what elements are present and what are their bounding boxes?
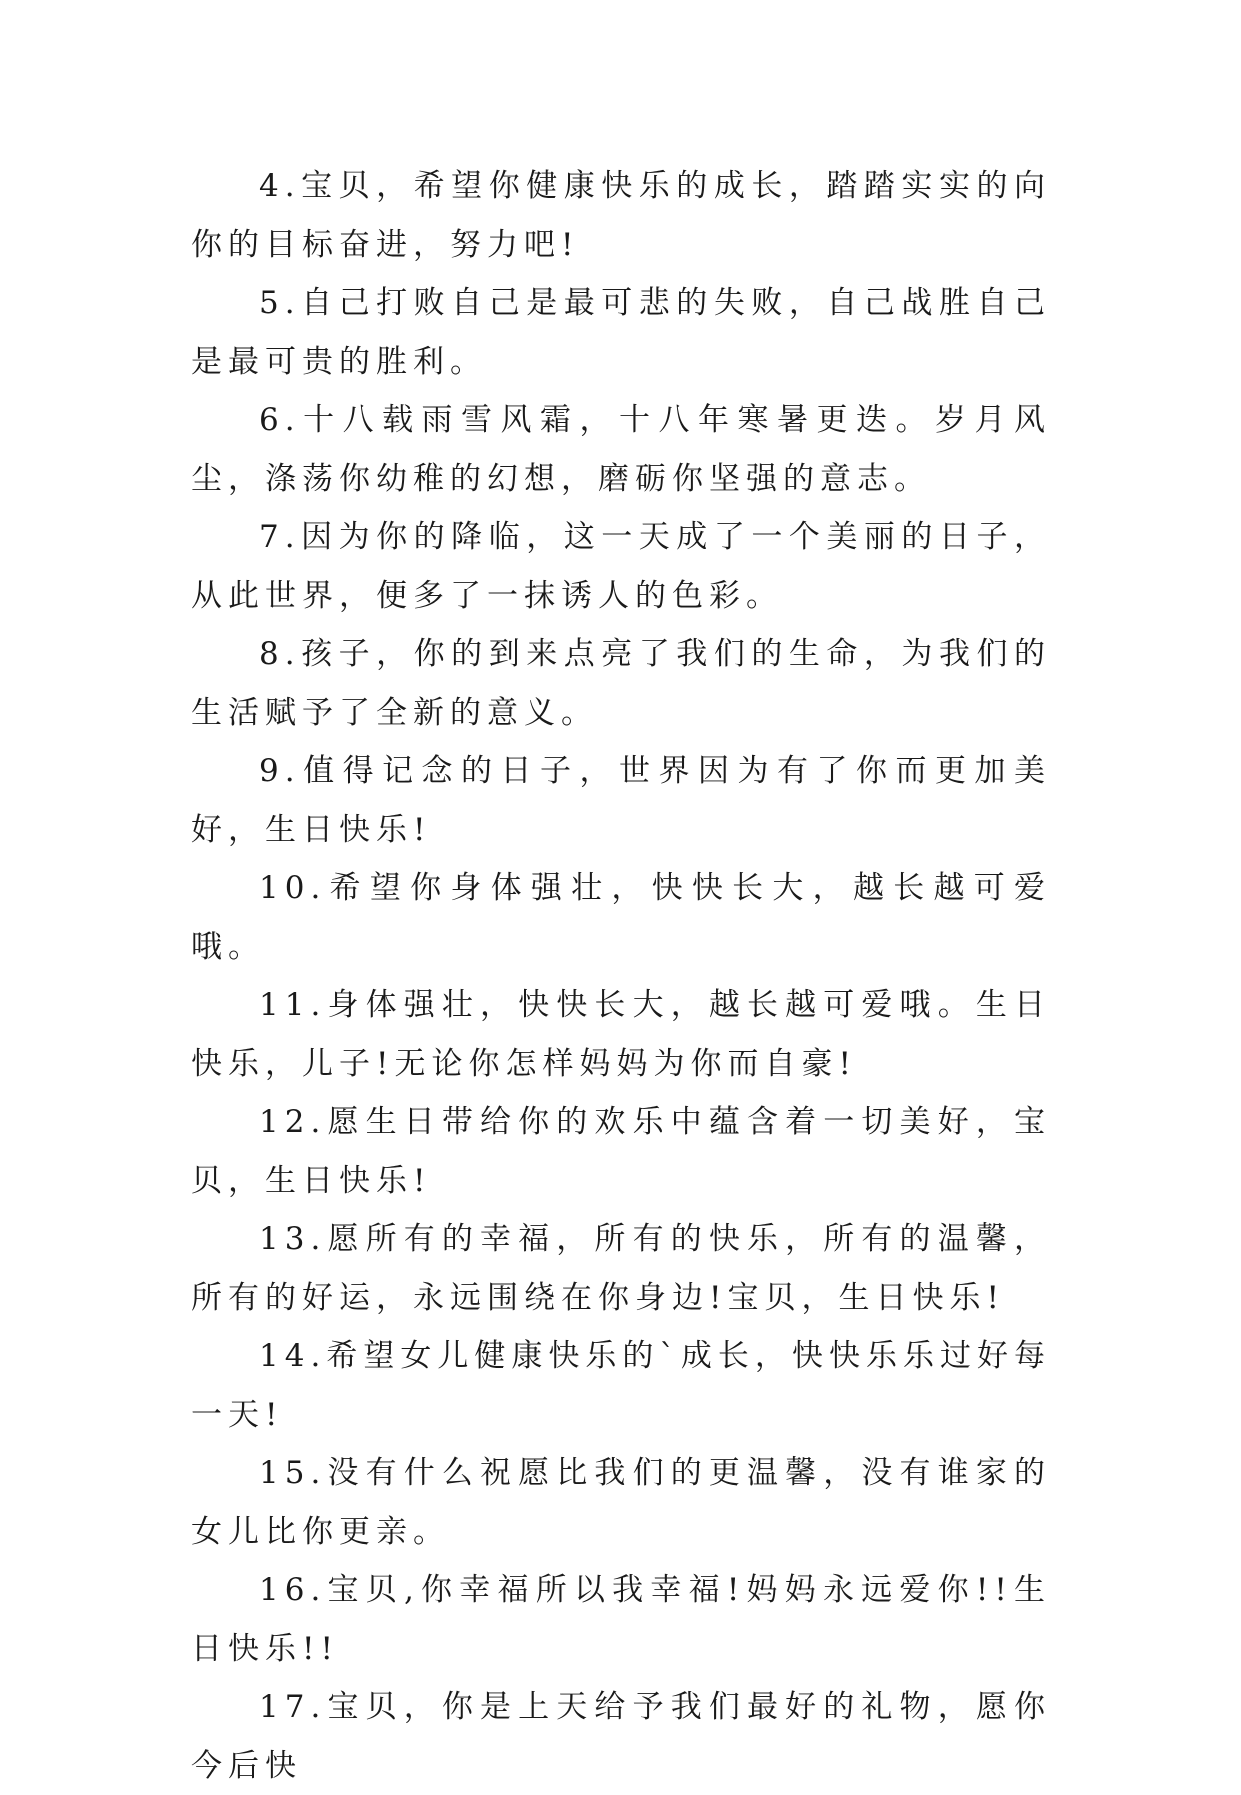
paragraph-8: 8.孩子，你的到来点亮了我们的生命，为我们的生活赋予了全新的意义。 xyxy=(191,636,1051,731)
paragraph-5: 5.自己打败自己是最可悲的失败，自己战胜自己是最可贵的胜利。 xyxy=(191,285,1051,380)
paragraph-14: 14.希望女儿健康快乐的`成长，快快乐乐过好每一天! xyxy=(191,1338,1051,1433)
paragraph-7: 7.因为你的降临，这一天成了一个美丽的日子，从此世界，便多了一抹诱人的色彩。 xyxy=(191,519,1051,614)
document-page xyxy=(191,157,1051,1795)
paragraph-4: 4.宝贝，希望你健康快乐的成长，踏踏实实的向你的目标奋进，努力吧! xyxy=(191,168,1051,263)
paragraph-11: 11.身体强壮，快快长大，越长越可爱哦。生日快乐，儿子!无论你怎样妈妈为你而自豪! xyxy=(191,987,1051,1082)
paragraph-10: 10.希望你身体强壮，快快长大，越长越可爱哦。 xyxy=(191,870,1051,965)
paragraph-15: 15.没有什么祝愿比我们的更温馨，没有谁家的女儿比你更亲。 xyxy=(191,1455,1051,1550)
paragraph-12: 12.愿生日带给你的欢乐中蕴含着一切美好，宝贝，生日快乐! xyxy=(191,1104,1051,1199)
paragraph-16: 16.宝贝,你幸福所以我幸福!妈妈永远爱你!!生日快乐!! xyxy=(191,1572,1051,1667)
paragraph-9: 9.值得记念的日子，世界因为有了你而更加美好，生日快乐! xyxy=(191,753,1051,848)
paragraph-17: 17.宝贝，你是上天给予我们最好的礼物，愿你今后快 xyxy=(191,1689,1051,1784)
paragraph-13: 13.愿所有的幸福，所有的快乐，所有的温馨，所有的好运，永远围绕在你身边!宝贝，生日快乐! xyxy=(191,1221,1051,1316)
paragraph-6: 6.十八载雨雪风霜，十八年寒暑更迭。岁月风尘，涤荡你幼稚的幻想，磨砺你坚强的意志。 xyxy=(191,402,1051,497)
